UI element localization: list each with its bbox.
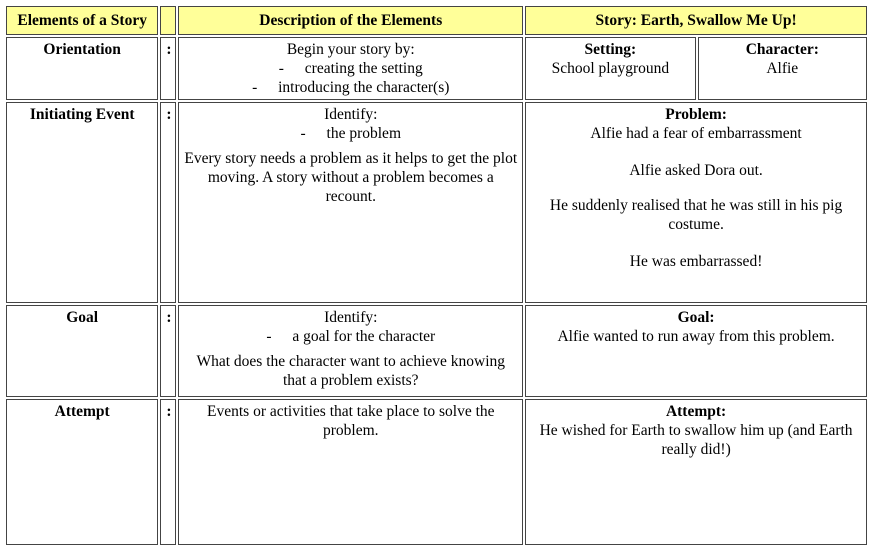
story-attempt — [525, 399, 867, 545]
character-label: Character: — [745, 41, 819, 58]
setting-value: School playground — [551, 60, 670, 77]
description-initiating-event — [178, 102, 523, 303]
element-initiating-event: Initiating Event — [6, 102, 158, 303]
row-orientation — [6, 37, 867, 100]
desc-text: Every story needs a problem as it helps to get the plot moving. A story without a problem becomes a recount. — [184, 150, 518, 205]
header-story: Story: Earth, Swallow Me Up! — [525, 6, 867, 35]
attempt-label: Attempt: — [665, 403, 727, 420]
goal-label: Goal: — [677, 309, 715, 326]
element-orientation: Orientation — [6, 37, 158, 100]
story-elements-table — [4, 4, 869, 547]
header-description: Description of the Elements — [178, 6, 523, 35]
desc-intro: Identify: — [324, 106, 378, 123]
problem-label: Problem: — [665, 106, 727, 123]
row-goal — [6, 305, 867, 397]
element-attempt: Attempt — [6, 399, 158, 545]
header-spacer — [160, 6, 176, 35]
desc-list-item: - a goal for the character — [266, 328, 436, 345]
colon: : — [160, 399, 176, 545]
desc-text: What does the character want to achieve knowing that a problem exists? — [196, 353, 506, 389]
problem-line: He suddenly realised that he was still in his pig costume. — [549, 197, 843, 233]
story-problem — [525, 102, 867, 303]
colon: : — [160, 37, 176, 100]
problem-line: He was embarrassed! — [629, 253, 763, 270]
element-goal: Goal — [6, 305, 158, 397]
setting-label: Setting: — [584, 41, 637, 58]
desc-list-item: - introducing the character(s) — [252, 79, 450, 96]
character-value: Alfie — [766, 60, 799, 77]
desc-list-item: - the problem — [300, 125, 401, 142]
desc-intro: Begin your story by: — [286, 41, 415, 58]
header-row — [6, 6, 867, 35]
description-attempt — [178, 399, 523, 545]
story-setting — [525, 37, 695, 100]
colon: : — [160, 102, 176, 303]
problem-line: Alfie had a fear of embarrassment — [590, 125, 802, 142]
row-initiating-event — [6, 102, 867, 303]
desc-intro: Identify: — [324, 309, 378, 326]
colon: : — [160, 305, 176, 397]
story-character — [698, 37, 867, 100]
problem-line: Alfie asked Dora out. — [629, 162, 763, 179]
desc-text: Events or activities that take place to solve the problem. — [207, 403, 495, 439]
header-elements: Elements of a Story — [6, 6, 158, 35]
description-orientation — [178, 37, 523, 100]
row-attempt — [6, 399, 867, 545]
desc-list-item: - creating the setting — [278, 60, 423, 77]
story-goal — [525, 305, 867, 397]
goal-text: Alfie wanted to run away from this problem. — [557, 328, 835, 345]
description-goal — [178, 305, 523, 397]
attempt-text: He wished for Earth to swallow him up (and Earth really did!) — [539, 422, 853, 458]
